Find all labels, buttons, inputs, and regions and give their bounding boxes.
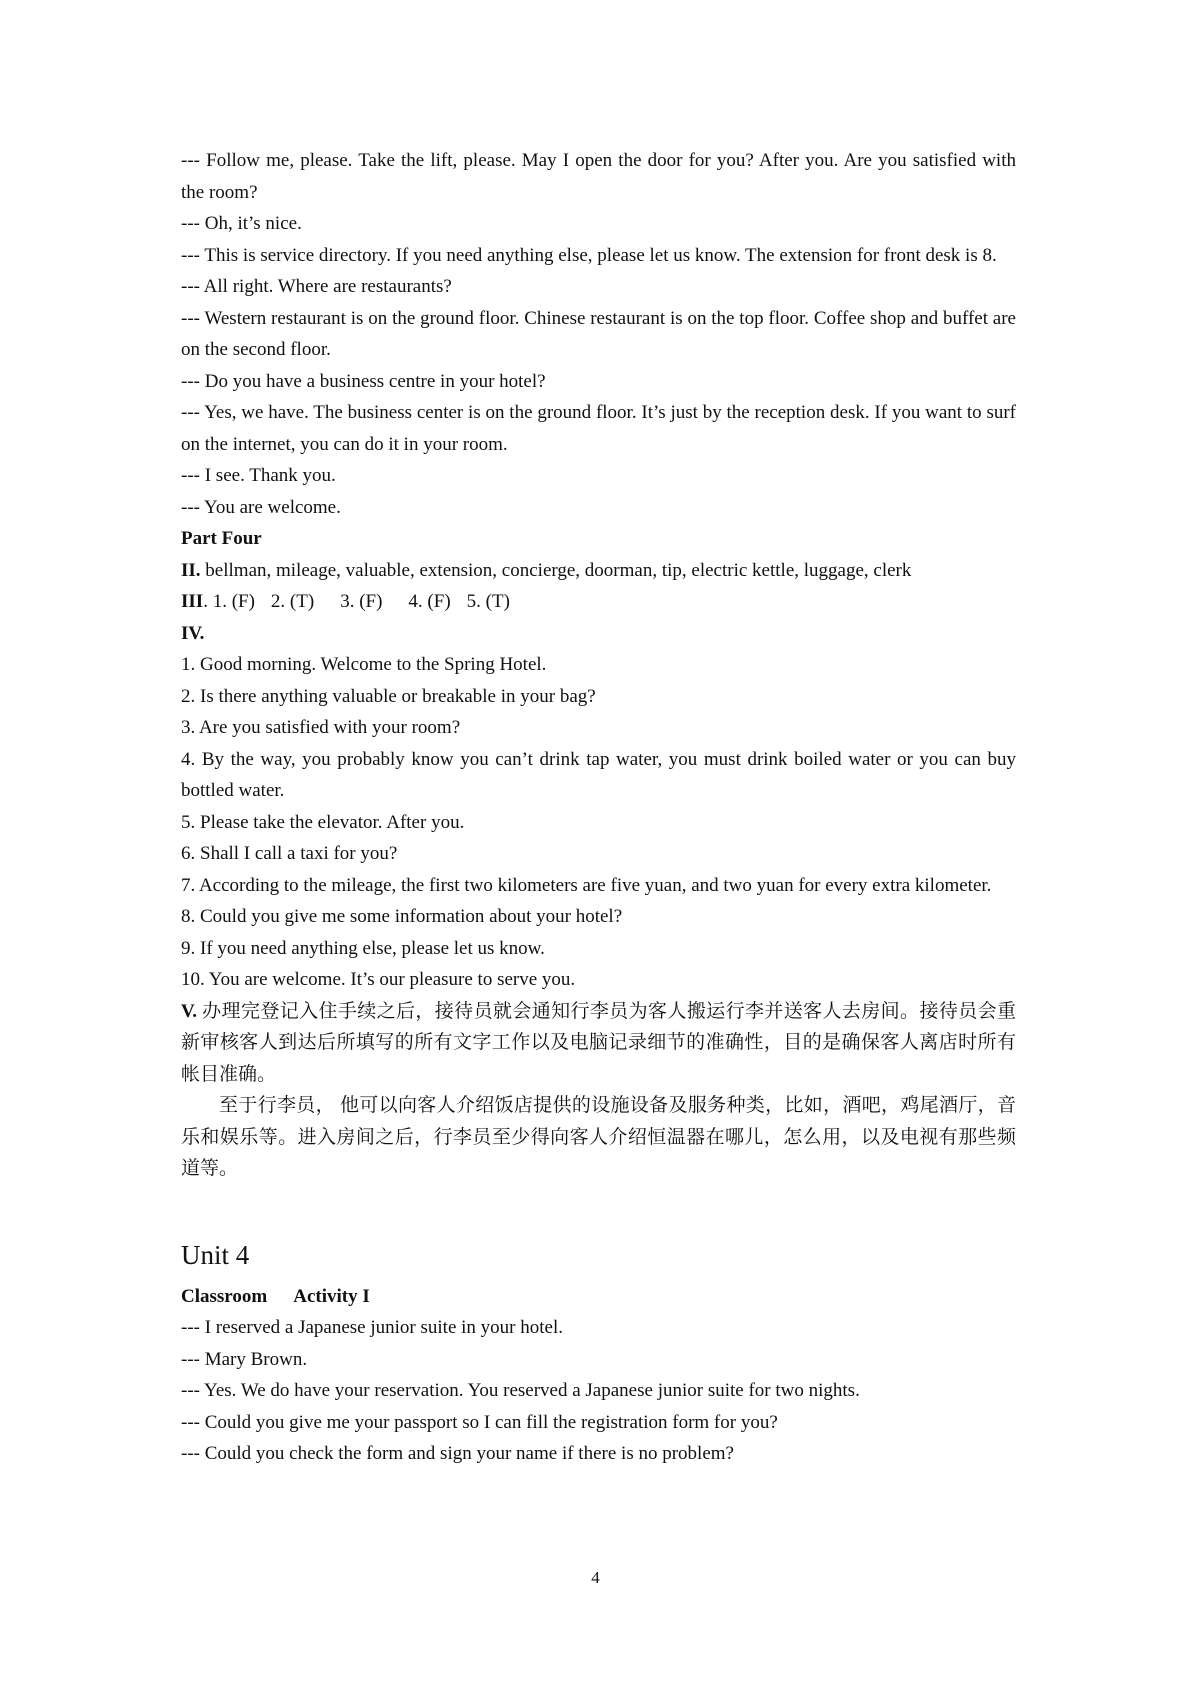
- dialogue-line: --- Yes. We do have your reservation. You reserved a Japanese junior suite for two nights.: [181, 1380, 860, 1401]
- dialogue-line: --- This is service directory. If you need anything else, please let us know. The extension for front desk is 8.: [181, 244, 997, 266]
- list-item: 3. Are you satisfied with your room?: [181, 717, 461, 738]
- exercise-v-paragraph: 至于行李员， 他可以向客人介绍饭店提供的设施设备及服务种类，比如，酒吧，鸡尾酒厅，音乐和娱乐等。进入房间之后，行李员至少得向客人介绍恒温器在哪儿，怎么用，以及电视有那些频道等。: [181, 1095, 1016, 1179]
- dialogue-line: --- Could you check the form and sign your name if there is no problem?: [181, 1443, 734, 1464]
- dialogue-line: --- Yes, we have. The business center is on the ground floor. It’s just by the reception desk. If you want to surf on the internet, you can do it in your room.: [181, 402, 1016, 455]
- dialogue-line: --- Western restaurant is on the ground floor. Chinese restaurant is on the top floor. Coffee shop and buffet are on the second floor.: [181, 307, 1016, 360]
- dialogue-line: --- Oh, it’s nice.: [181, 213, 302, 234]
- activity-heading: [181, 1281, 1016, 1313]
- document-page: [181, 145, 1016, 1470]
- exercise-v-text: 办理完登记入住手续之后，接待员就会通知行李员为客人搬运行李并送客人去房间。接待员会重新审核客人到达后所填写的所有文字工作以及电脑记录细节的准确性，目的是确保客人离店时所有帐目准确。: [181, 1000, 1016, 1085]
- exercise-iii: [181, 586, 1016, 618]
- part-four-heading: Part Four: [181, 528, 262, 549]
- list-item: 5. Please take the elevator. After you.: [181, 811, 465, 833]
- list-item: 7. According to the mileage, the first two kilometers are five yuan, and two yuan for every extra kilometer.: [181, 874, 992, 896]
- list-item: 2. Is there anything valuable or breakable in your bag?: [181, 685, 596, 707]
- exercise-iv-list: [181, 649, 1016, 996]
- dialogue-line: --- You are welcome.: [181, 496, 341, 518]
- exercise-iii-label: III: [181, 591, 204, 612]
- exercise-v-label: V.: [181, 1000, 198, 1022]
- activity-heading-a: Classroom: [181, 1285, 268, 1307]
- exercise-iv-label: IV.: [181, 622, 205, 644]
- dialogue-line: --- I reserved a Japanese junior suite in your hotel.: [181, 1317, 563, 1338]
- list-item: 6. Shall I call a taxi for you?: [181, 843, 398, 864]
- exercise-iii-answer: 2. (T): [270, 591, 315, 612]
- dialogue-section: [181, 145, 1016, 523]
- dialogue-line: --- I see. Thank you.: [181, 465, 336, 486]
- list-item: 8. Could you give me some information about your hotel?: [181, 906, 623, 927]
- exercise-iii-answer: 3. (F): [340, 591, 383, 612]
- exercise-ii-label: II.: [181, 559, 201, 581]
- dialogue-line: --- Mary Brown.: [181, 1348, 308, 1370]
- page-number: 4: [591, 1568, 600, 1587]
- activity-heading-b: Activity I: [293, 1285, 370, 1307]
- exercise-ii-text: bellman, mileage, valuable, extension, concierge, doorman, tip, electric kettle, luggage, clerk: [200, 559, 912, 581]
- dialogue-line: --- Could you give me your passport so I can fill the registration form for you?: [181, 1411, 778, 1433]
- unit-title: Unit 4: [181, 1239, 250, 1270]
- unit4-dialogue: [181, 1312, 1016, 1470]
- list-item: 4. By the way, you probably know you can’t drink tap water, you must drink boiled water or you can buy bottled water.: [181, 748, 1016, 801]
- list-item: 1. Good morning. Welcome to the Spring Hotel.: [181, 654, 547, 675]
- dialogue-line: --- Follow me, please. Take the lift, please. May I open the door for you? After you. Are you satisfied with the room?: [181, 150, 1016, 203]
- exercise-v: [181, 996, 1016, 1091]
- exercise-ii: [181, 555, 1016, 587]
- list-item: 10. You are welcome. It’s our pleasure to serve you.: [181, 969, 576, 990]
- exercise-iii-answer: 4. (F): [408, 591, 451, 612]
- list-item: 9. If you need anything else, please let us know.: [181, 937, 545, 959]
- dialogue-line: --- Do you have a business centre in your hotel?: [181, 370, 546, 392]
- exercise-iii-answer: . 1. (F): [203, 591, 255, 612]
- exercise-iii-answer: 5. (T): [466, 591, 510, 612]
- dialogue-line: --- All right. Where are restaurants?: [181, 276, 452, 297]
